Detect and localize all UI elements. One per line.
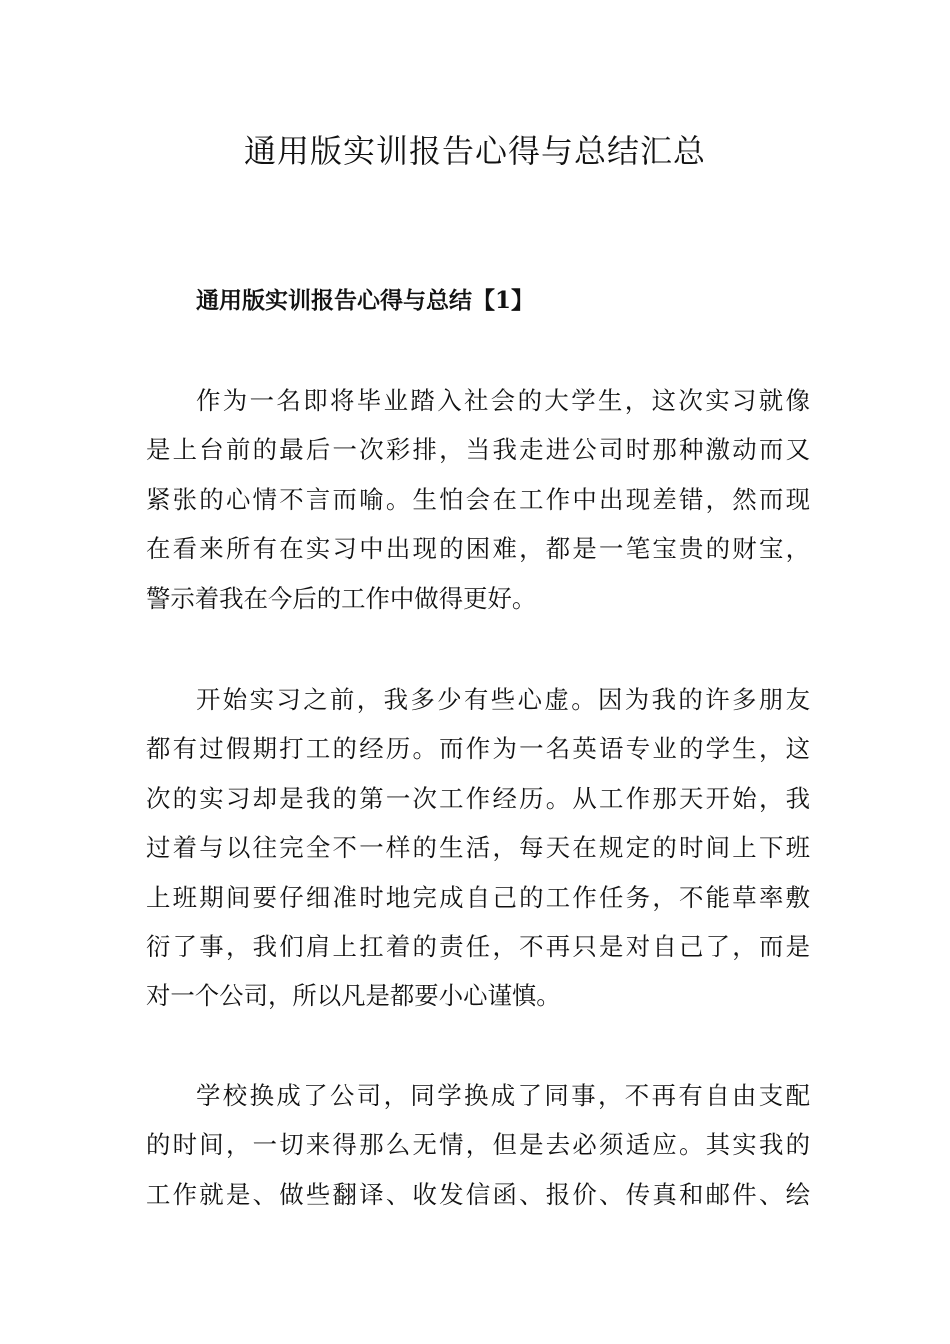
paragraph-line: 工作就是、做些翻译、收发信函、报价、传真和邮件、绘 xyxy=(146,1179,810,1209)
section-heading: 通用版实训报告心得与总结【1】 xyxy=(196,287,535,314)
document-title: 通用版实训报告心得与总结汇总 xyxy=(243,132,706,170)
paragraph-line: 紧张的心情不言而喻。生怕会在工作中出现差错，然而现 xyxy=(146,484,810,514)
paragraph-line: 开始实习之前，我多少有些心虚。因为我的许多朋友 xyxy=(196,685,810,714)
paragraph-line: 上班期间要仔细准时地完成自己的工作任务，不能草率敷 xyxy=(146,882,810,912)
paragraph-line: 过着与以往完全不一样的生活，每天在规定的时间上下班 xyxy=(146,833,810,863)
paragraph-line: 警示着我在今后的工作中做得更好。 xyxy=(146,583,537,613)
paragraph-line: 是上台前的最后一次彩排，当我走进公司时那种激动而又 xyxy=(146,435,810,465)
paragraph-3 xyxy=(146,1071,810,1219)
paragraph-line: 的时间，一切来得那么无情，但是去必须适应。其实我的 xyxy=(146,1130,810,1160)
paragraph-2 xyxy=(146,675,810,1021)
paragraph-line: 在看来所有在实习中出现的困难，都是一笔宝贵的财宝， xyxy=(146,534,810,564)
paragraph-1 xyxy=(146,376,810,623)
paragraph-line: 作为一名即将毕业踏入社会的大学生，这次实习就像 xyxy=(196,386,810,415)
paragraph-line: 都有过假期打工的经历。而作为一名英语专业的学生，这 xyxy=(146,734,810,764)
paragraph-line: 次的实习却是我的第一次工作经历。从工作那天开始，我 xyxy=(146,783,810,813)
paragraph-line: 学校换成了公司，同学换成了同事，不再有自由支配 xyxy=(196,1081,810,1110)
paragraph-line: 衍了事，我们肩上扛着的责任，不再只是对自己了，而是 xyxy=(146,931,810,961)
paragraph-line: 对一个公司，所以凡是都要小心谨慎。 xyxy=(146,981,561,1011)
